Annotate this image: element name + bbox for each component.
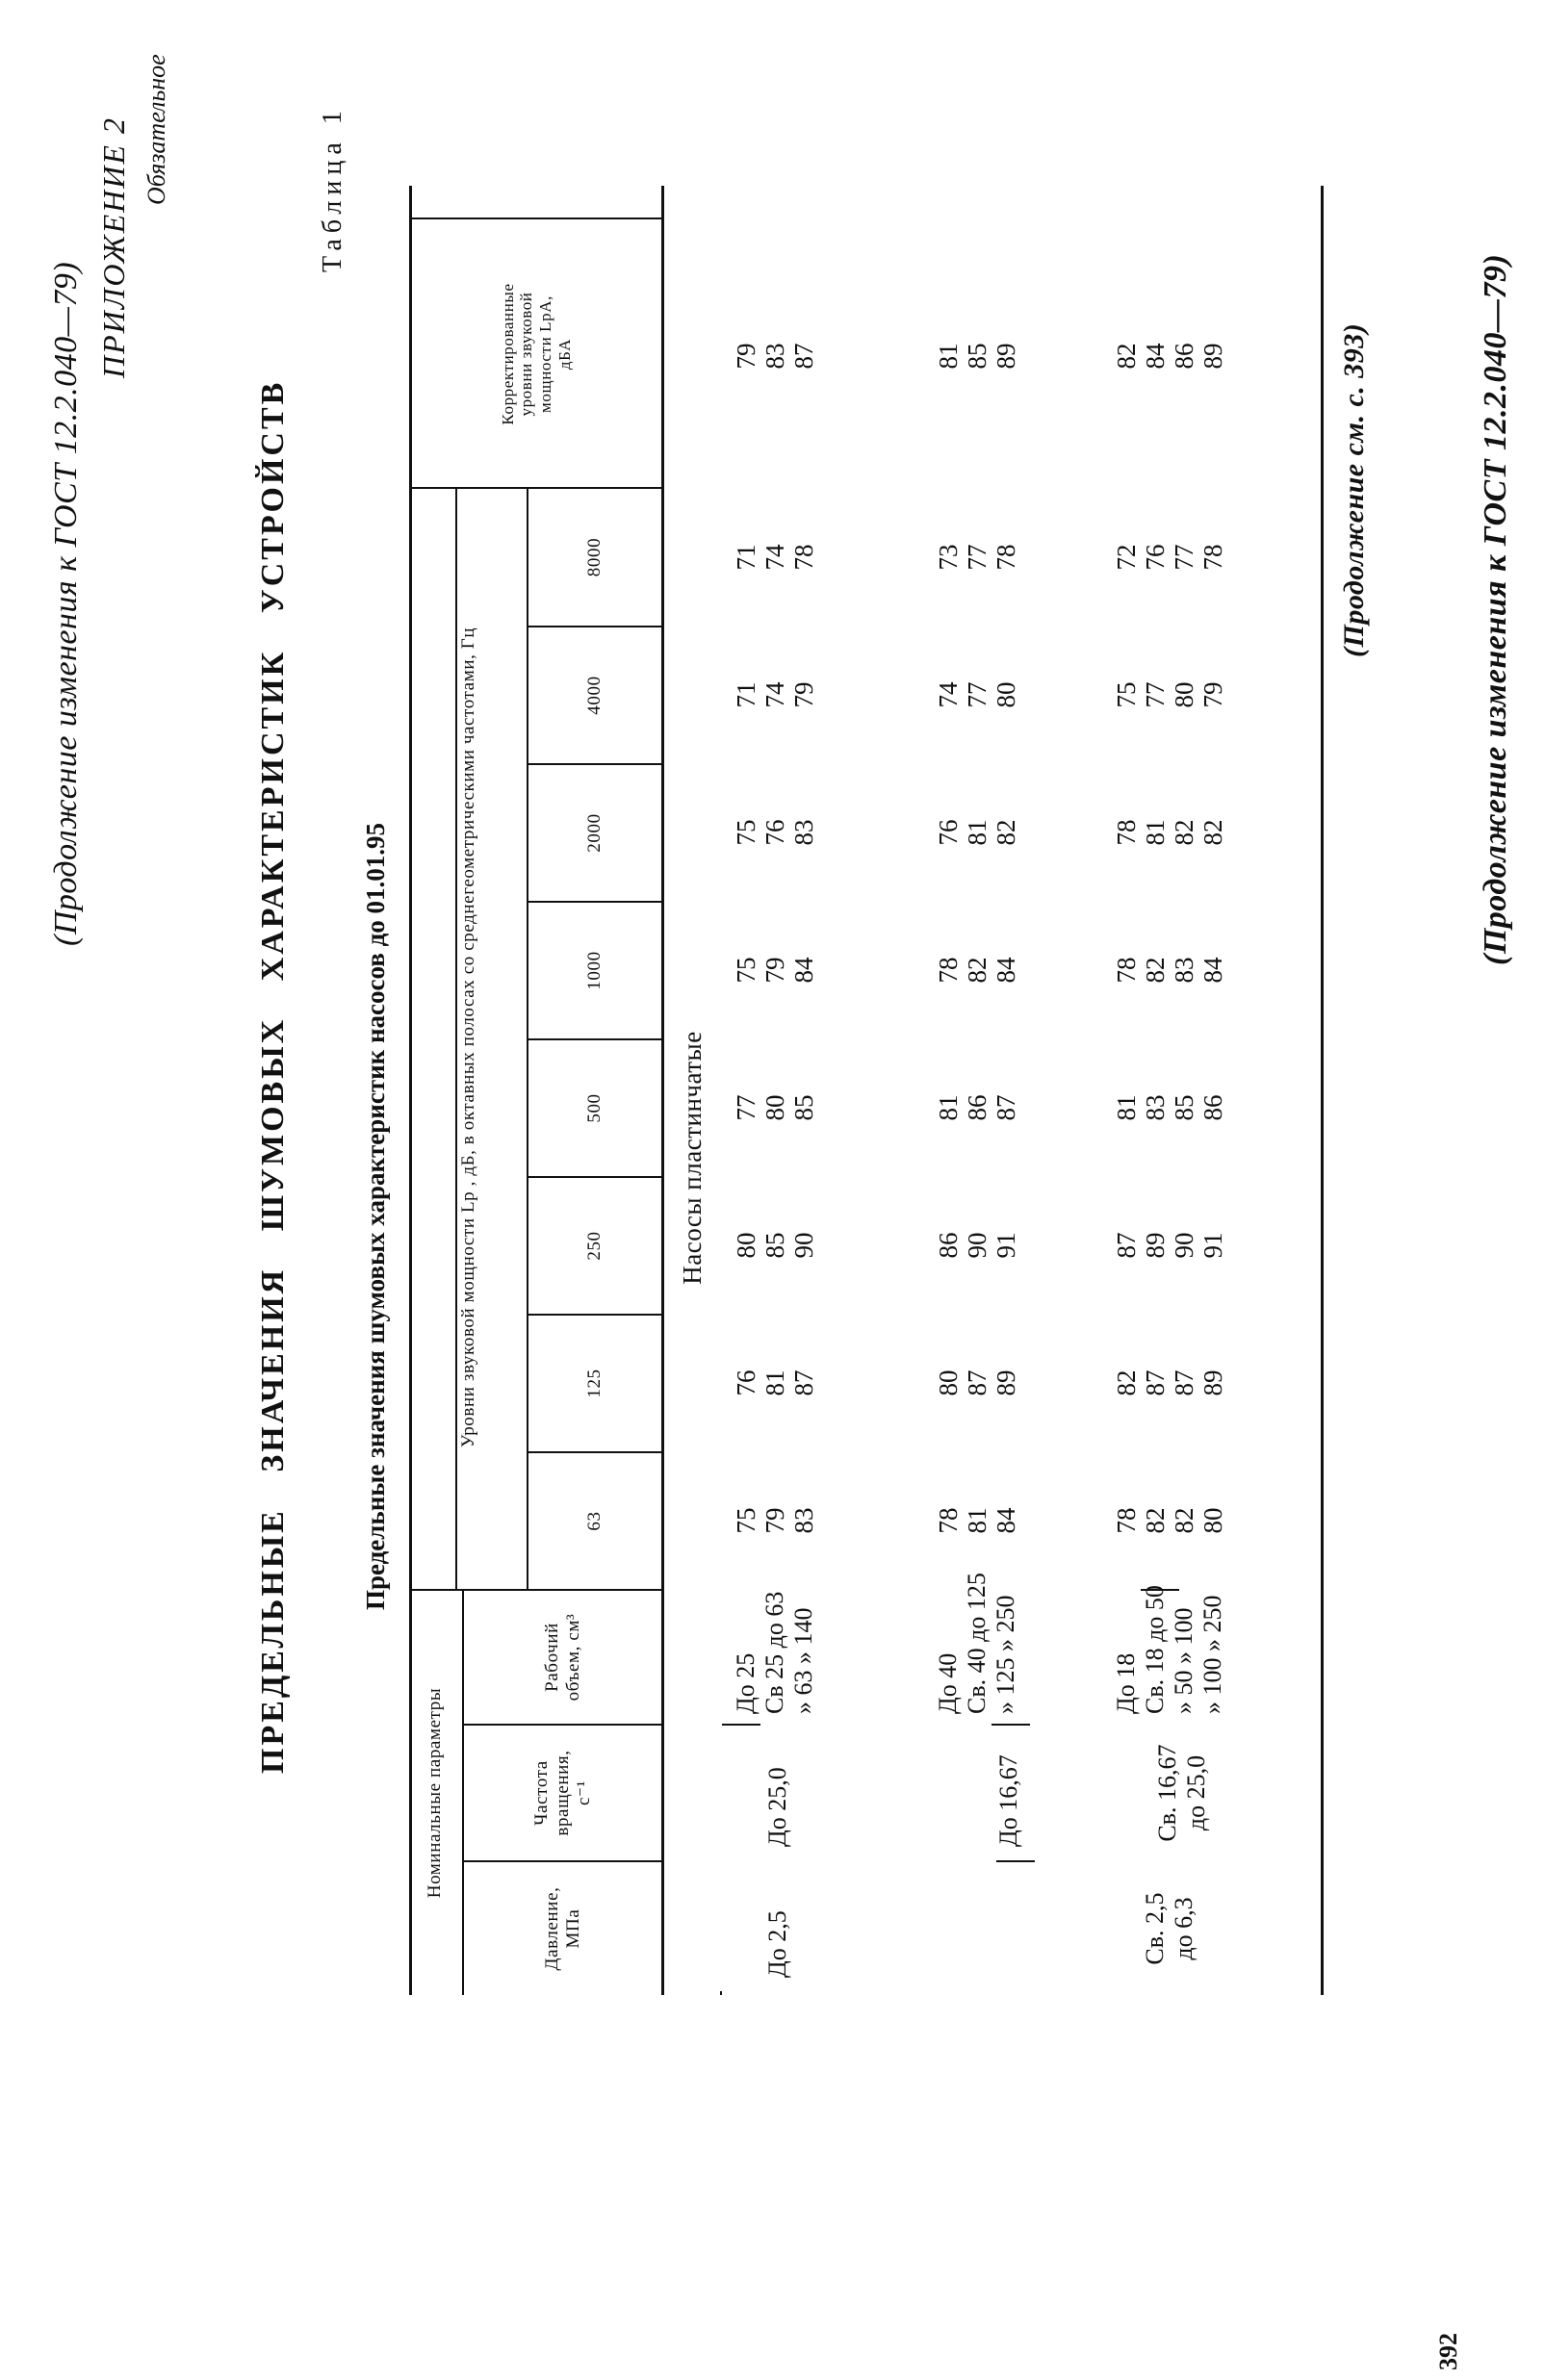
sound-level-value: 91 — [991, 1232, 1020, 1259]
sound-level-value: 82 — [1141, 1507, 1170, 1534]
working-volume: » 50 » 100 — [1170, 1607, 1197, 1714]
sound-level-value: 85 — [789, 1094, 818, 1121]
freq-header-1000: 1000 — [584, 951, 605, 990]
sound-level-value: 75 — [1112, 681, 1141, 708]
sound-level-value: 84 — [1198, 957, 1227, 984]
working-volume: » 125 » 250 — [991, 1595, 1019, 1714]
sound-level-value: 78 — [1198, 544, 1227, 571]
sound-level-value: 84 — [789, 957, 818, 984]
appendix-status: Обязательное — [142, 54, 170, 205]
section-label: Насосы пластинчатые — [678, 1031, 708, 1285]
group-rotation: До 16,67 — [994, 1754, 1023, 1847]
sound-level-value: 76 — [760, 819, 789, 846]
sound-level-value: 84 — [991, 957, 1020, 984]
freq-header-250: 250 — [584, 1231, 605, 1261]
group-pressure: До 2,5 — [763, 1910, 792, 1978]
sound-level-value: 87 — [1170, 1369, 1198, 1396]
corrected-level-value: 87 — [789, 343, 818, 370]
freq-header-500: 500 — [584, 1093, 605, 1123]
sound-level-value: 86 — [963, 1094, 991, 1121]
sound-level-value: 72 — [1112, 544, 1141, 571]
sound-level-value: 78 — [1112, 819, 1141, 846]
header-volume: Рабочий объем, см³ — [542, 1613, 583, 1702]
corrected-level-value: 85 — [963, 343, 991, 370]
sound-level-value: 87 — [1112, 1232, 1141, 1259]
sound-level-value: 80 — [1198, 1507, 1227, 1534]
sound-level-value: 80 — [934, 1369, 963, 1396]
working-volume: До 40 — [934, 1652, 962, 1714]
appendix-title: ПРИЛОЖЕНИЕ 2 — [96, 116, 131, 378]
sound-level-value: 83 — [1141, 1094, 1170, 1121]
sound-level-value: 77 — [963, 681, 991, 708]
table-caption: Предельные значения шумовых характеристик насосов до 01.01.95 — [361, 822, 390, 1610]
header-sound-levels: Уровни звуковой мощности Lp , дБ, в октавных полосах со среднегеометрическими частотами, Гц — [458, 627, 479, 1448]
working-volume: Св. 40 до 125 — [963, 1573, 991, 1714]
group-rotation: До 25,0 — [763, 1767, 792, 1847]
sound-level-value: 86 — [1198, 1094, 1227, 1121]
sound-level-value: 90 — [963, 1232, 991, 1259]
corrected-level-value: 84 — [1141, 343, 1170, 370]
corrected-level-value: 86 — [1170, 343, 1198, 370]
sound-level-value: 74 — [934, 681, 963, 708]
working-volume: Св. 18 до 50 — [1141, 1585, 1169, 1714]
sound-level-value: 81 — [963, 819, 991, 846]
sound-level-value: 80 — [991, 681, 1020, 708]
running-header-bottom: (Продолжение изменения к ГОСТ 12.2.040—79) — [1478, 253, 1513, 965]
sound-level-value: 79 — [789, 681, 818, 708]
continued-note: (Продолжение см. с. 393) — [1338, 322, 1370, 657]
sound-level-value: 75 — [732, 819, 760, 846]
sound-level-value: 77 — [1141, 681, 1170, 708]
working-volume: До 18 — [1112, 1652, 1140, 1714]
sound-level-value: 86 — [934, 1232, 963, 1259]
corrected-level-value: 83 — [760, 343, 789, 370]
sound-level-value: 85 — [1170, 1094, 1198, 1121]
header-corrected: Корректированные уровни звуковой мощности LpA, дБА — [498, 283, 574, 425]
working-volume: » 63 » 140 — [789, 1607, 817, 1714]
sound-level-value: 76 — [1141, 544, 1170, 571]
sound-level-value: 83 — [1170, 957, 1198, 984]
sound-level-value: 87 — [991, 1094, 1020, 1121]
sound-level-value: 81 — [1112, 1094, 1141, 1121]
sound-level-value: 74 — [760, 681, 789, 708]
sound-level-value: 79 — [760, 957, 789, 984]
header-nominal-params: Номинальные параметры — [425, 1687, 446, 1899]
sound-level-value: 81 — [963, 1507, 991, 1534]
sound-level-value: 84 — [991, 1507, 1020, 1534]
sound-level-value: 81 — [760, 1369, 789, 1396]
sound-level-value: 91 — [1198, 1232, 1227, 1259]
sound-level-value: 71 — [732, 681, 760, 708]
sound-level-value: 77 — [1170, 544, 1198, 571]
sound-level-value: 75 — [732, 1507, 760, 1534]
sound-level-value: 82 — [1112, 1369, 1141, 1396]
group-rotation: Св. 16,67 до 25,0 — [1153, 1744, 1210, 1842]
sound-level-value: 87 — [789, 1369, 818, 1396]
page-title: ПРЕДЕЛЬНЫЕ ЗНАЧЕНИЯ ШУМОВЫХ ХАРАКТЕРИСТИК УСТРОЙСТВ — [255, 379, 291, 1774]
sound-level-value: 76 — [934, 819, 963, 846]
corrected-level-value: 82 — [1112, 343, 1141, 370]
freq-header-125: 125 — [584, 1369, 605, 1398]
sound-level-value: 78 — [934, 957, 963, 984]
sound-level-value: 85 — [760, 1232, 789, 1259]
corrected-level-value: 89 — [1198, 343, 1227, 370]
group-pressure: Св. 2,5 до 6,3 — [1141, 1892, 1197, 1965]
sound-level-value: 79 — [760, 1507, 789, 1534]
sound-level-value: 80 — [1170, 681, 1198, 708]
sound-level-value: 82 — [1141, 957, 1170, 984]
sound-level-value: 74 — [760, 544, 789, 571]
sound-level-value: 79 — [1198, 681, 1227, 708]
working-volume: Св 25 до 63 — [760, 1591, 788, 1714]
sound-level-value: 75 — [732, 957, 760, 984]
sound-level-value: 78 — [934, 1507, 963, 1534]
sound-level-value: 90 — [1170, 1232, 1198, 1259]
sound-level-value: 89 — [1141, 1232, 1170, 1259]
sound-level-value: 82 — [963, 957, 991, 984]
sound-level-value: 78 — [789, 544, 818, 571]
sound-level-value: 73 — [934, 544, 963, 571]
sound-level-value: 78 — [1112, 1507, 1141, 1534]
running-header-top: (Продолжение изменения к ГОСТ 12.2.040—79) — [48, 261, 84, 946]
sound-level-value: 81 — [934, 1094, 963, 1121]
sound-level-value: 90 — [789, 1232, 818, 1259]
sound-level-value: 77 — [732, 1094, 760, 1121]
header-rotation: Частота вращения, с⁻¹ — [531, 1750, 594, 1836]
sound-level-value: 77 — [963, 544, 991, 571]
sound-level-value: 82 — [1198, 819, 1227, 846]
corrected-level-value: 81 — [934, 343, 963, 370]
freq-header-63: 63 — [584, 1511, 605, 1531]
sound-level-value: 80 — [760, 1094, 789, 1121]
sound-level-value: 76 — [732, 1369, 760, 1396]
sound-level-value: 89 — [991, 1369, 1020, 1396]
sound-level-value: 83 — [789, 819, 818, 846]
corrected-level-value: 89 — [991, 343, 1020, 370]
sound-level-value: 80 — [732, 1232, 760, 1259]
sound-level-value: 87 — [963, 1369, 991, 1396]
noise-limits-table — [409, 186, 1324, 1995]
freq-header-4000: 4000 — [584, 676, 605, 715]
sound-level-value: 71 — [732, 544, 760, 571]
sound-level-value: 82 — [991, 819, 1020, 846]
sound-level-value: 82 — [1170, 1507, 1198, 1534]
sound-level-value: 83 — [789, 1507, 818, 1534]
working-volume: До 25 — [732, 1652, 760, 1714]
sound-level-value: 89 — [1198, 1369, 1227, 1396]
freq-header-2000: 2000 — [584, 813, 605, 853]
sound-level-value: 78 — [991, 544, 1020, 571]
page-number: 392 — [1434, 2333, 1462, 2370]
header-pressure: Давление, МПа — [542, 1886, 583, 1971]
sound-level-value: 87 — [1141, 1369, 1170, 1396]
table-number: Таблица 1 — [318, 105, 348, 272]
sound-level-value: 82 — [1170, 819, 1198, 846]
freq-header-8000: 8000 — [584, 537, 605, 577]
corrected-level-value: 79 — [732, 343, 760, 370]
working-volume: » 100 » 250 — [1198, 1595, 1226, 1714]
sound-level-value: 78 — [1112, 957, 1141, 984]
sound-level-value: 81 — [1141, 819, 1170, 846]
